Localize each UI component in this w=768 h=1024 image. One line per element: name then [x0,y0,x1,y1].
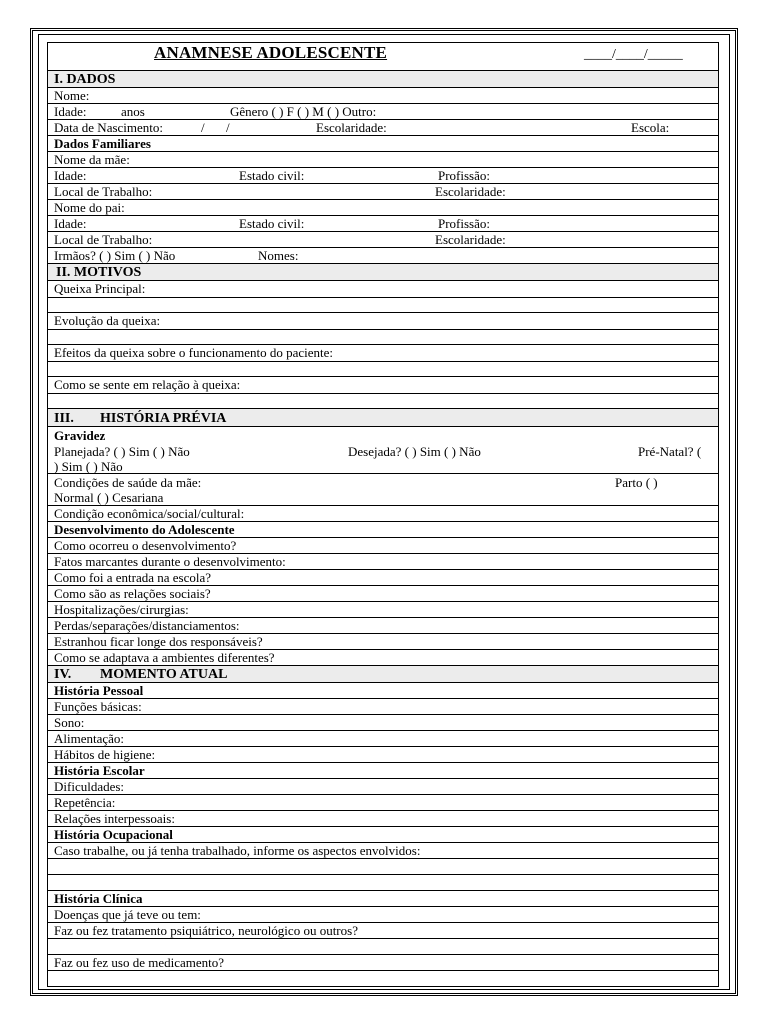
prenatal-options[interactable]: Pré-Natal? ( [638,444,702,459]
blank-line[interactable] [48,859,718,875]
field-nome-mae[interactable]: Nome da mãe: [48,152,718,168]
field-relacoes[interactable]: Relações interpessoais: [48,811,718,827]
field-trabalho-mae[interactable]: Local de Trabalho: Escolaridade: [48,184,718,200]
field-q8[interactable]: Como se adaptava a ambientes diferentes? [48,650,718,666]
section-momento-atual-title: MOMENTO ATUAL [100,667,228,682]
blank-line[interactable] [48,394,718,409]
blank-line[interactable] [48,939,718,955]
form-header [48,43,718,71]
subheader-gravidez: Gravidez [54,428,106,443]
field-higiene[interactable]: Hábitos de higiene: [48,747,718,763]
blank-line[interactable] [48,971,718,987]
field-trabalho-pai[interactable]: Local de Trabalho: Escolaridade: [48,232,718,248]
field-repetencia[interactable]: Repetência: [48,795,718,811]
gravidez-block[interactable]: Gravidez Planejada? ( ) Sim ( ) Não Desejada? ( ) Sim ( ) Não Pré-Natal? ( ) Sim ( ) Não [48,427,718,474]
field-queixa[interactable]: Queixa Principal: [48,281,718,298]
field-q6[interactable]: Perdas/separações/distanciamentos: [48,618,718,634]
subheader-historia-ocupacional: História Ocupacional [48,827,718,843]
subheader-familiares: Dados Familiares [48,136,718,152]
field-doencas[interactable]: Doenças que já teve ou tem: [48,907,718,923]
blank-line[interactable] [48,330,718,345]
field-idade-genero[interactable]: Idade: anos Gênero ( ) F ( ) M ( ) Outro: [48,104,718,120]
subheader-desenvolvimento: Desenvolvimento do Adolescente [48,522,718,538]
desejada-options[interactable]: Desejada? ( ) Sim ( ) Não [348,444,481,459]
blank-line[interactable] [48,875,718,891]
field-q2[interactable]: Fatos marcantes durante o desenvolvimento: [48,554,718,570]
field-nascimento[interactable]: Data de Nascimento: / / Escolaridade: Escola: [48,120,718,136]
field-irmaos[interactable]: Irmãos? ( ) Sim ( ) Não Nomes: [48,248,718,264]
section-motivos-title: II. MOTIVOS [56,265,142,280]
field-saude-mae[interactable]: Condições de saúde da mãe: Parto ( ) Normal ( ) Cesariana [48,474,718,506]
field-q5[interactable]: Hospitalizações/cirurgias: [48,602,718,618]
section-motivos-header [48,264,718,281]
field-condicao[interactable]: Condição econômica/social/cultural: [48,506,718,522]
field-tratamento[interactable]: Faz ou fez tratamento psiquiátrico, neurológico ou outros? [48,923,718,939]
date-field[interactable]: ____/____/_____ [584,47,683,62]
blank-line[interactable] [48,298,718,313]
parto-options[interactable]: Parto ( ) [615,475,658,490]
section-dados-title: I. DADOS [54,72,116,87]
form-title: ANAMNESE ADOLESCENTE [154,43,388,62]
field-q3[interactable]: Como foi a entrada na escola? [48,570,718,586]
section-momento-atual-header: IV. MOMENTO ATUAL [48,666,718,683]
field-q4[interactable]: Como são as relações sociais? [48,586,718,602]
subheader-historia-pessoal: História Pessoal [48,683,718,699]
form-sheet [47,42,719,987]
genero-options[interactable]: Gênero ( ) F ( ) M ( ) Outro: [230,104,377,119]
field-funcoes[interactable]: Funções básicas: [48,699,718,715]
section-dados-header [48,71,718,88]
section-historia-previa-header: III. HISTÓRIA PRÉVIA [48,409,718,427]
field-como-se-sente[interactable]: Como se sente em relação à queixa: [48,377,718,394]
field-dados-pai[interactable]: Idade: Estado civil: Profissão: [48,216,718,232]
field-efeitos[interactable]: Efeitos da queixa sobre o funcionamento do paciente: [48,345,718,362]
field-alimentacao[interactable]: Alimentação: [48,731,718,747]
section-historia-previa-title: HISTÓRIA PRÉVIA [100,411,227,426]
field-q7[interactable]: Estranhou ficar longe dos responsáveis? [48,634,718,650]
subheader-historia-escolar: História Escolar [48,763,718,779]
field-sono[interactable]: Sono: [48,715,718,731]
field-dados-mae[interactable]: Idade: Estado civil: Profissão: [48,168,718,184]
field-q1[interactable]: Como ocorreu o desenvolvimento? [48,538,718,554]
field-dificuldades[interactable]: Dificuldades: [48,779,718,795]
planejada-options[interactable]: Planejada? ( ) Sim ( ) Não [54,444,190,459]
field-trabalho[interactable]: Caso trabalhe, ou já tenha trabalhado, informe os aspectos envolvidos: [48,843,718,859]
field-nome[interactable]: Nome: [48,88,718,104]
field-evolucao[interactable]: Evolução da queixa: [48,313,718,330]
field-nome-pai[interactable]: Nome do pai: [48,200,718,216]
blank-line[interactable] [48,362,718,377]
subheader-historia-clinica: História Clínica [48,891,718,907]
field-medicamento[interactable]: Faz ou fez uso de medicamento? [48,955,718,971]
